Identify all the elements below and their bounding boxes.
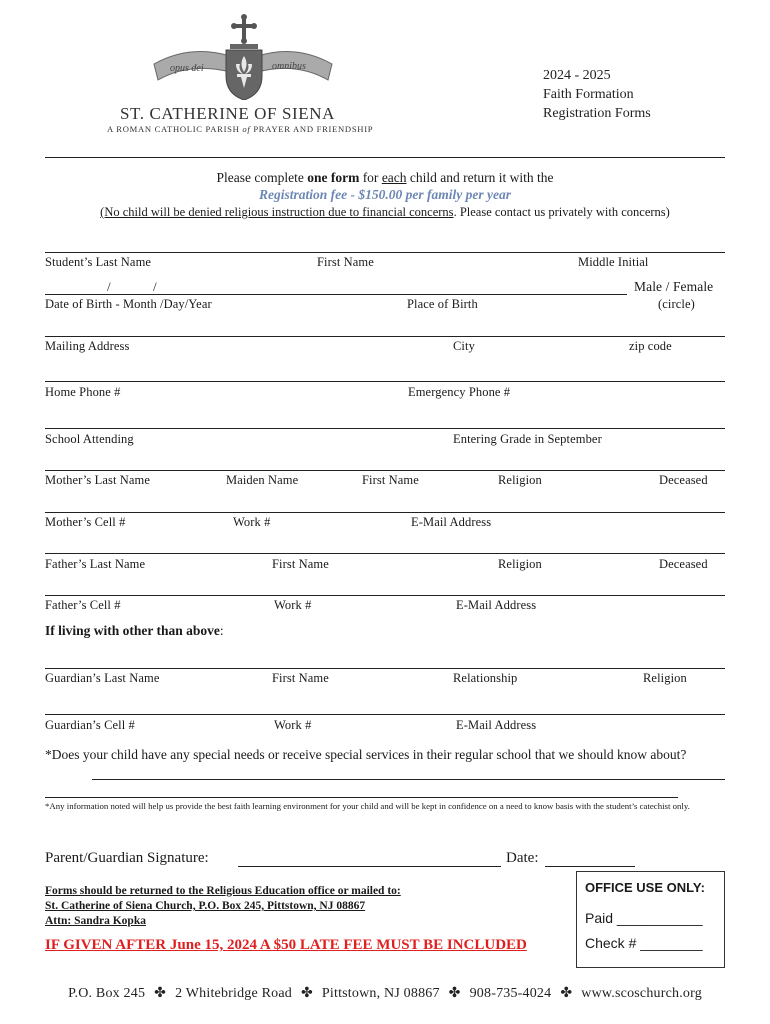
mother-work-label: Work # — [233, 515, 271, 529]
form-title-line2: Registration Forms — [543, 106, 651, 121]
footer-cross-icon: ✤ — [448, 986, 461, 1001]
phone-field[interactable] — [45, 381, 725, 382]
student-last-name-label: Student’s Last Name — [45, 255, 152, 269]
footer-cross-icon: ✤ — [300, 986, 313, 1001]
mother-email-label: E-Mail Address — [411, 515, 492, 529]
father-last-name-label: Father’s Last Name — [45, 557, 146, 571]
form-title-line1: Faith Formation — [543, 87, 634, 102]
footer-website-link[interactable]: www.scoschurch.org — [581, 986, 702, 1001]
student-first-name-label: First Name — [317, 255, 374, 269]
guardian-name-field[interactable] — [45, 668, 725, 669]
dob-slash-2: / — [153, 279, 157, 294]
office-paid-field: Paid ___________ — [585, 910, 703, 926]
maiden-name-label: Maiden Name — [226, 473, 299, 487]
date-field[interactable] — [545, 866, 635, 867]
return-instructions — [45, 884, 401, 929]
guardian-contact-field[interactable] — [45, 714, 725, 715]
date-label: Date: — [506, 850, 539, 866]
father-first-name-label: First Name — [272, 557, 329, 571]
student-name-field[interactable] — [45, 252, 725, 253]
living-with-other-heading: If living with other than above: — [45, 623, 224, 638]
financial-note: (No child will be denied religious instruction due to financial concerns. Please contact us privately with concerns) — [100, 205, 670, 219]
footer-road: 2 Whitebridge Road — [175, 986, 292, 1001]
footer-phone: 908-735-4024 — [469, 986, 552, 1001]
circle-hint: (circle) — [658, 297, 695, 311]
office-use-title: OFFICE USE ONLY: — [585, 880, 705, 895]
return-line-2: St. Catherine of Siena Church, P.O. Box 245, Pittstown, NJ 08867 — [45, 900, 366, 912]
relationship-label: Relationship — [453, 671, 518, 685]
footer-town: Pittstown, NJ 08867 — [321, 986, 440, 1001]
parish-name: ST. CATHERINE OF SIENA — [120, 104, 336, 123]
intro-instruction: Please complete one form for each child and return it with the — [216, 170, 554, 185]
middle-initial-label: Middle Initial — [578, 255, 649, 269]
father-name-field[interactable] — [45, 553, 725, 554]
father-contact-field[interactable] — [45, 595, 725, 596]
guardian-first-name-label: First Name — [272, 671, 329, 685]
footer-address — [0, 985, 770, 1002]
guardian-email-label: E-Mail Address — [456, 718, 537, 732]
parish-tagline: A ROMAN CATHOLIC PARISH of PRAYER AND FRIENDSHIP — [107, 124, 374, 134]
entering-grade-label: Entering Grade in September — [453, 432, 602, 446]
guardian-cell-label: Guardian’s Cell # — [45, 718, 135, 732]
mother-first-name-label: First Name — [362, 473, 419, 487]
father-deceased-label: Deceased — [659, 557, 708, 571]
office-use-box — [576, 871, 725, 968]
father-religion-label: Religion — [498, 557, 542, 571]
school-field[interactable] — [45, 428, 725, 429]
confidentiality-note: *Any information noted will help us provide the best faith learning environment for your child and will be kept in confidence on a need to know basis with the student’s catechist only. — [45, 801, 690, 811]
father-work-label: Work # — [274, 598, 312, 612]
banner-left-text: opus dei — [170, 63, 204, 74]
banner-right-text: omnibus — [272, 61, 306, 72]
home-phone-label: Home Phone # — [45, 385, 121, 399]
school-attending-label: School Attending — [45, 432, 134, 446]
guardian-work-label: Work # — [274, 718, 312, 732]
mother-cell-label: Mother’s Cell # — [45, 515, 126, 529]
emergency-phone-label: Emergency Phone # — [408, 385, 511, 399]
dob-slash-1: / — [107, 279, 111, 294]
city-label: City — [453, 339, 475, 353]
header-divider — [45, 157, 725, 158]
signature-field[interactable] — [238, 866, 501, 867]
father-email-label: E-Mail Address — [456, 598, 537, 612]
footer-po-box: P.O. Box 245 — [68, 986, 146, 1001]
mother-deceased-label: Deceased — [659, 473, 708, 487]
mother-contact-field[interactable] — [45, 512, 725, 513]
mailing-address-field[interactable] — [45, 336, 725, 337]
father-cell-label: Father’s Cell # — [45, 598, 121, 612]
guardian-religion-label: Religion — [643, 671, 687, 685]
form-title-block — [543, 66, 651, 123]
footer-cross-icon: ✤ — [154, 986, 167, 1001]
late-fee-warning: IF GIVEN AFTER June 15, 2024 A $50 LATE FEE MUST BE INCLUDED — [45, 937, 527, 953]
return-line-3: Attn: Sandra Kopka — [45, 915, 146, 927]
special-needs-question: *Does your child have any special needs or receive special services in their regular school that we should know about? — [45, 747, 687, 762]
guardian-last-name-label: Guardian’s Last Name — [45, 671, 160, 685]
office-check-field: Check # ________ — [585, 935, 703, 951]
return-line-1: Forms should be returned to the Religious Education office or mailed to: — [45, 885, 401, 897]
footer-cross-icon: ✤ — [560, 986, 573, 1001]
dob-label: Date of Birth - Month /Day/Year — [45, 297, 212, 311]
special-needs-answer-line-2[interactable] — [45, 797, 678, 798]
mother-last-name-label: Mother’s Last Name — [45, 473, 151, 487]
gender-options[interactable]: Male / Female — [634, 279, 714, 294]
special-needs-answer-line-1[interactable] — [92, 779, 725, 780]
signature-label: Parent/Guardian Signature: — [45, 850, 209, 866]
place-of-birth-label: Place of Birth — [407, 297, 478, 311]
parish-logo — [150, 14, 336, 100]
mother-name-field[interactable] — [45, 470, 725, 471]
registration-fee: Registration fee - $150.00 per family per year — [259, 187, 511, 202]
school-year: 2024 - 2025 — [543, 68, 611, 83]
dob-birthplace-field[interactable] — [45, 294, 627, 295]
mother-religion-label: Religion — [498, 473, 542, 487]
zip-code-label: zip code — [629, 339, 672, 353]
mailing-address-label: Mailing Address — [45, 339, 130, 353]
